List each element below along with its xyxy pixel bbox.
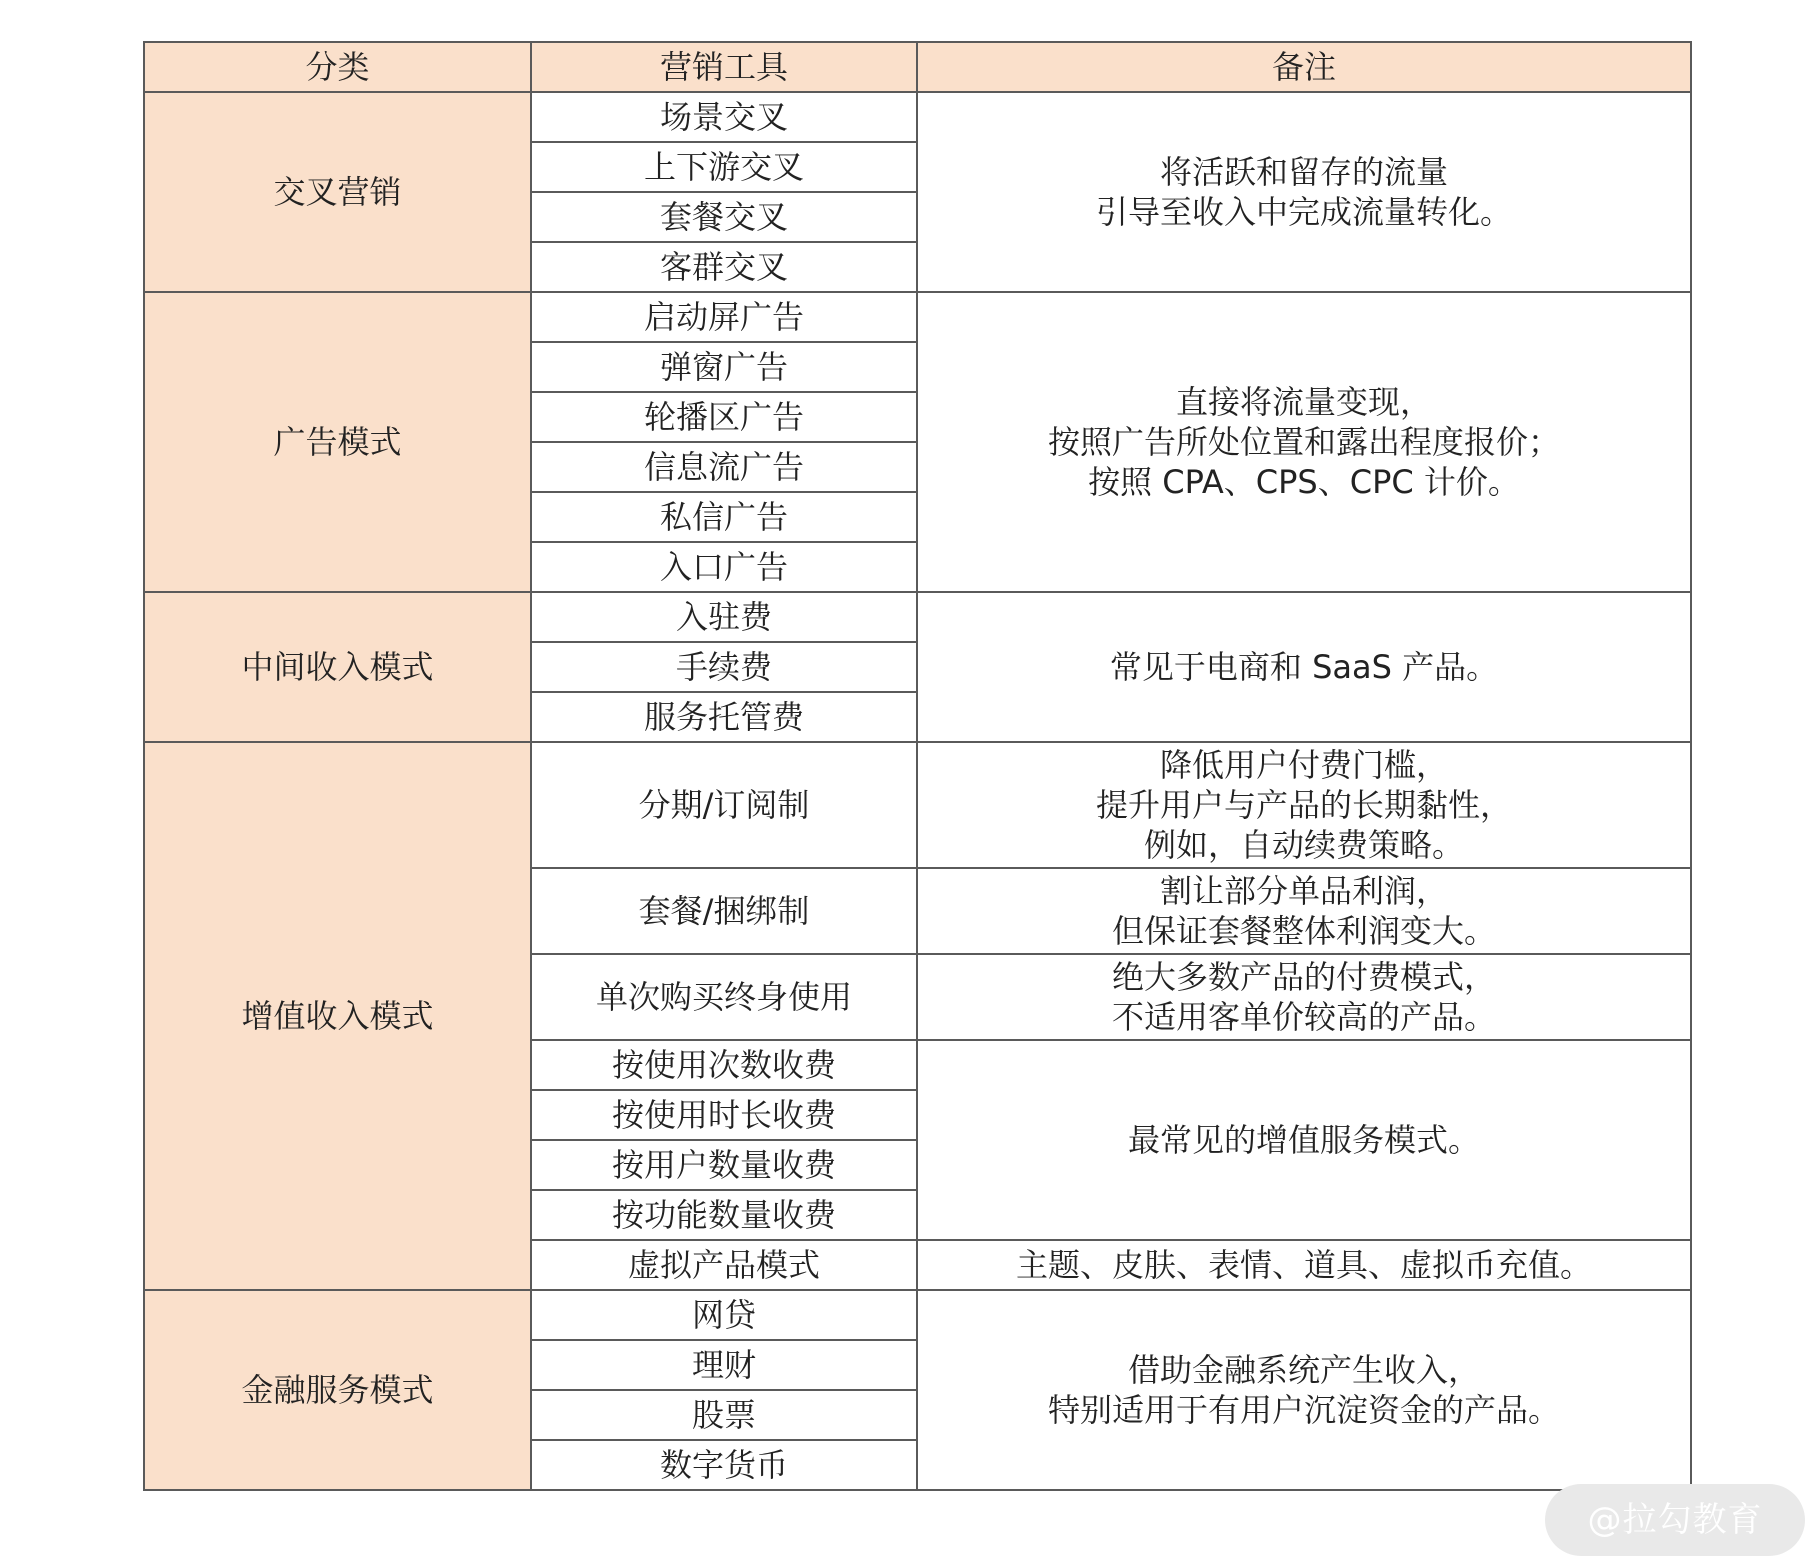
category-cell-ad-model: 广告模式 <box>144 292 531 592</box>
revenue-model-table <box>143 41 1692 1491</box>
note-line: 常见于电商和 SaaS 产品。 <box>1109 648 1499 686</box>
tool-cell: 上下游交叉 <box>531 142 917 192</box>
tool-cell: 手续费 <box>531 642 917 692</box>
note-cell-cross-marketing <box>917 92 1691 292</box>
tool-cell: 启动屏广告 <box>531 292 917 342</box>
tool-cell: 入口广告 <box>531 542 917 592</box>
note-cell-ad-model <box>917 292 1691 592</box>
category-cell-cross-marketing: 交叉营销 <box>144 92 531 292</box>
tool-cell: 按使用时长收费 <box>531 1090 917 1140</box>
category-cell-value-added-income: 增值收入模式 <box>144 742 531 1290</box>
note-line: 按照 CPA、CPS、CPC 计价。 <box>1088 463 1520 501</box>
category-cell-financial-services: 金融服务模式 <box>144 1290 531 1490</box>
category-cell-intermediary-income: 中间收入模式 <box>144 592 531 742</box>
note-cell-virtual-product <box>917 1240 1691 1290</box>
note-cell-subscription <box>917 742 1691 868</box>
tool-cell: 服务托管费 <box>531 692 917 742</box>
note-line: 最常见的增值服务模式。 <box>1127 1121 1480 1159</box>
tool-cell: 套餐/捆绑制 <box>531 868 917 954</box>
tool-cell: 理财 <box>531 1340 917 1390</box>
tool-cell: 按功能数量收费 <box>531 1190 917 1240</box>
note-cell-bundle <box>917 868 1691 954</box>
tool-cell: 套餐交叉 <box>531 192 917 242</box>
header-note: 备注 <box>917 42 1691 92</box>
header-category: 分类 <box>144 42 531 92</box>
tool-cell: 私信广告 <box>531 492 917 542</box>
note-cell-one-time-purchase <box>917 954 1691 1040</box>
tool-cell: 分期/订阅制 <box>531 742 917 868</box>
tool-cell: 弹窗广告 <box>531 342 917 392</box>
tool-cell: 网贷 <box>531 1290 917 1340</box>
header-tool: 营销工具 <box>531 42 917 92</box>
note-line: 绝大多数产品的付费模式， <box>1111 958 1496 996</box>
table-row <box>144 1290 1691 1340</box>
note-line: 直接将流量变现， <box>1175 383 1432 421</box>
watermark-badge: @拉勾教育 <box>1545 1484 1805 1556</box>
tool-cell: 客群交叉 <box>531 242 917 292</box>
tool-cell: 虚拟产品模式 <box>531 1240 917 1290</box>
note-line: 按照广告所处位置和露出程度报价； <box>1047 423 1560 461</box>
table-row <box>144 592 1691 642</box>
note-line: 割让部分单品利润， <box>1159 872 1448 910</box>
note-line: 提升用户与产品的长期黏性， <box>1095 786 1512 824</box>
note-line: 但保证套餐整体利润变大。 <box>1111 912 1496 950</box>
note-line: 将活跃和留存的流量 <box>1159 153 1448 191</box>
note-cell-intermediary-income <box>917 592 1691 742</box>
note-line: 引导至收入中完成流量转化。 <box>1095 193 1512 231</box>
note-line: 例如，自动续费策略。 <box>1143 826 1464 864</box>
header-row <box>144 42 1691 92</box>
tool-cell: 股票 <box>531 1390 917 1440</box>
tool-cell: 数字货币 <box>531 1440 917 1490</box>
tool-cell: 入驻费 <box>531 592 917 642</box>
table-row <box>144 292 1691 342</box>
note-cell-usage-based <box>917 1040 1691 1240</box>
tool-cell: 单次购买终身使用 <box>531 954 917 1040</box>
note-cell-financial-services <box>917 1290 1691 1490</box>
table-row <box>144 92 1691 142</box>
note-line: 降低用户付费门槛， <box>1159 746 1448 784</box>
table-row <box>144 742 1691 868</box>
note-line: 不适用客单价较高的产品。 <box>1111 998 1496 1036</box>
note-line: 主题、皮肤、表情、道具、虚拟币充值。 <box>1015 1246 1592 1284</box>
tool-cell: 轮播区广告 <box>531 392 917 442</box>
tool-cell: 按使用次数收费 <box>531 1040 917 1090</box>
tool-cell: 按用户数量收费 <box>531 1140 917 1190</box>
tool-cell: 场景交叉 <box>531 92 917 142</box>
tool-cell: 信息流广告 <box>531 442 917 492</box>
note-line: 借助金融系统产生收入， <box>1127 1351 1480 1389</box>
note-line: 特别适用于有用户沉淀资金的产品。 <box>1047 1391 1560 1429</box>
